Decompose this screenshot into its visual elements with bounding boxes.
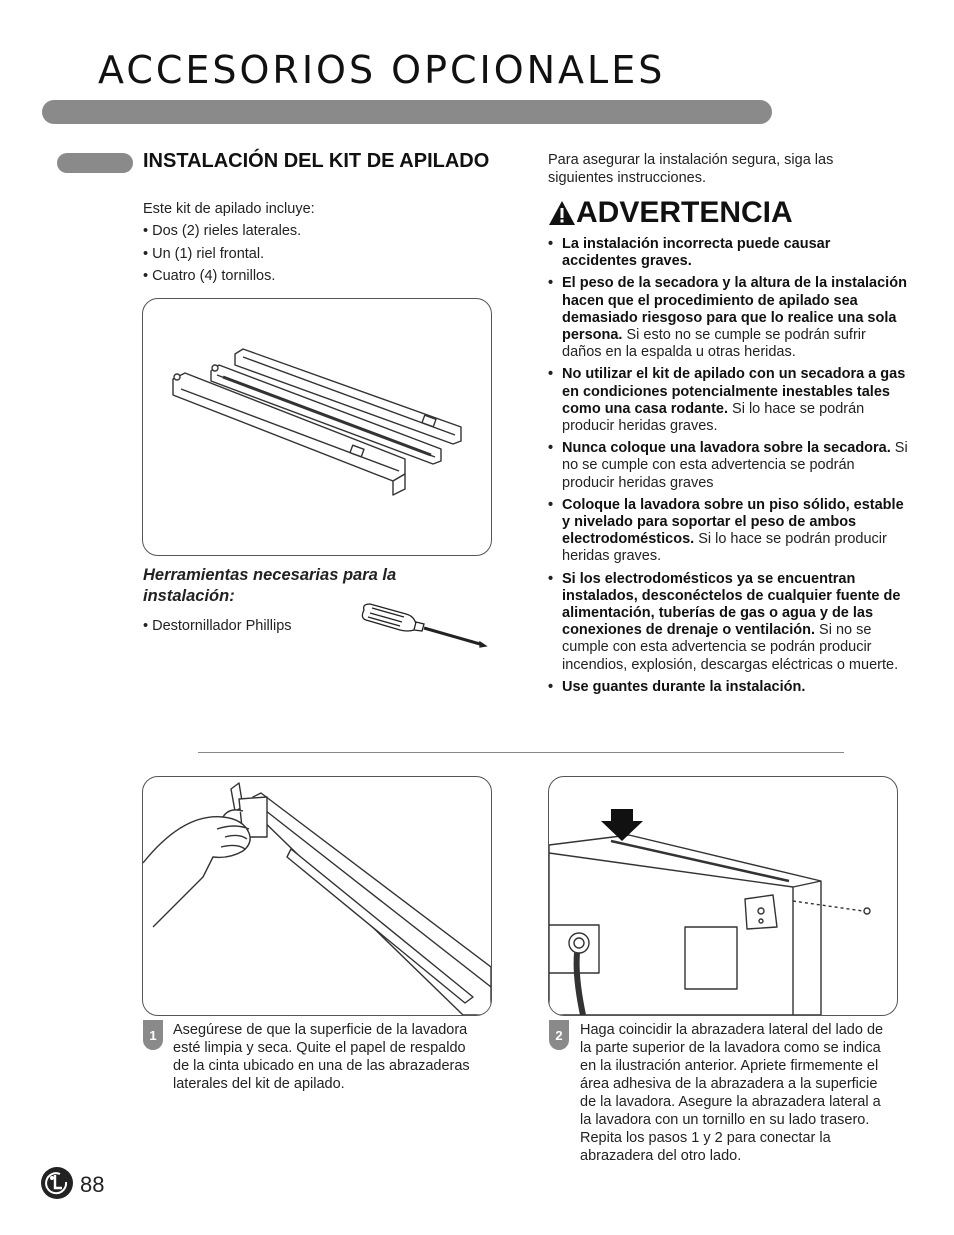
page-number: 88 [80, 1172, 105, 1197]
step-number-badge: 2 [549, 1020, 569, 1050]
warning-item: • Use guantes durante la instalación. [548, 679, 908, 696]
rails-drawing [143, 299, 491, 555]
section-title: INSTALACIÓN DEL KIT DE APILADO [143, 150, 490, 172]
washer-top-drawing [549, 777, 897, 1015]
step2-illustration [548, 776, 898, 1016]
warning-item: • Nunca coloque una lavadora sobre la secadora. Si no se cumple con esta advertencia se podrán producir heridas graves [548, 440, 908, 492]
section-divider [198, 752, 844, 753]
kit-intro: Este kit de apilado incluye: [143, 201, 315, 217]
kit-item: • Cuatro (4) tornillos. [143, 268, 276, 284]
warning-item: • No utilizar el kit de apilado con un secadora a gas en condiciones potencialmente inestables tales como una casa rodante. Si lo hace se podrán producir heridas graves. [548, 366, 908, 435]
tools-item: • Destornillador Phillips [143, 618, 292, 634]
step1-illustration [142, 776, 492, 1016]
kit-item: • Dos (2) rieles laterales. [143, 223, 302, 239]
section-marker [57, 153, 133, 173]
step-text: Asegúrese de que la superficie de la lavadora esté limpia y seca. Quite el papel de respaldo de la cinta ubicado en una de las abrazaderas laterales del kit de apilado. [173, 1022, 470, 1092]
lg-logo-icon [40, 1166, 74, 1200]
warning-list [548, 236, 908, 701]
warning-item: • El peso de la secadora y la altura de la instalación hacen que el procedimiento de apilado sea demasiado riesgoso para que lo realice una sola persona. Si esto no se cumple se podrán sufrir daños en la espalda u otras heridas. [548, 275, 908, 361]
header-bar [42, 100, 772, 124]
hand-bracket-drawing [143, 777, 491, 1015]
kit-item: • Un (1) riel frontal. [143, 246, 265, 262]
safety-intro: Para asegurar la instalación segura, siga las siguientes instrucciones. [548, 152, 834, 186]
tools-title: Herramientas necesarias para la instalación: [143, 566, 397, 605]
warning-heading [548, 196, 793, 230]
page-title: ACCESORIOS OPCIONALES [98, 48, 666, 92]
warning-item: • Coloque la lavadora sobre un piso sólido, estable y nivelado para soportar el peso de ambos electrodomésticos. Si lo hace se podrán producir heridas graves. [548, 497, 908, 566]
step-number-badge: 1 [143, 1020, 163, 1050]
screwdriver-icon [358, 600, 490, 650]
step-text: Haga coincidir la abrazadera lateral del lado de la parte superior de la lavadora como se indica en la ilustración anterior. Apriete firmemente el área adhesiva de la abrazadera a la superficie de la lavadora. Asegure la abrazadera lateral a la lavadora con un tornillo en su lado trasero. Repita los pasos 1 y 2 para conectar la abrazadera del otro lado. [580, 1022, 884, 1164]
warning-item: • La instalación incorrecta puede causar accidentes graves. [548, 236, 908, 270]
warning-title: ADVERTENCIA [576, 196, 793, 229]
warning-item: • Si los electrodomésticos ya se encuentran instalados, desconéctelos de cualquier fuente de alimentación, tuberías de gas o agua y de las conexiones de drenaje o ventilación. Si no se cumple con esta advertencia se podrán producir incendios, explosión, descargas eléctricas o muerte. [548, 571, 908, 674]
kit-illustration [142, 298, 492, 556]
warning-triangle-icon [548, 200, 576, 226]
